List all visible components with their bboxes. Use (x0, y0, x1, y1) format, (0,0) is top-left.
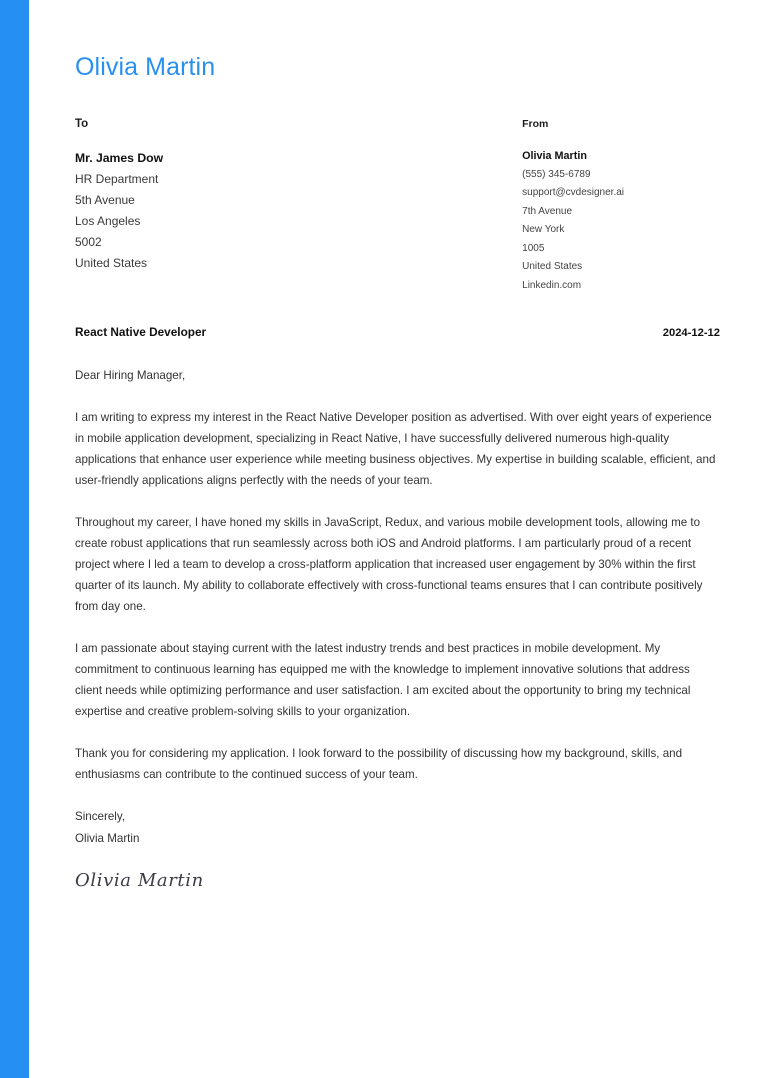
sender-line: United States (522, 261, 583, 272)
body-paragraph: I am writing to express my interest in the React Native Developer position as advertised. With over eight years of experience in mobile application development, specializing in React Native, I have successfully delivered numerous high-quality applications that enhance user experience while meeting business objectives. My expertise in building scalable, efficient, and user-friendly applications aligns perfectly with the needs of your team. (75, 411, 716, 487)
recipient-name: Mr. James Dow (75, 151, 164, 165)
address-block (29, 116, 768, 295)
letter-header (29, 0, 768, 82)
job-title: React Native Developer (75, 325, 207, 339)
subject-row (29, 325, 768, 339)
page-title: Olivia Martin (75, 53, 216, 81)
sender-name: Olivia Martin (522, 150, 587, 162)
signature: Olivia Martin (75, 870, 204, 891)
body-paragraph: Thank you for considering my application. I look forward to the possibility of discussing how my background, skills, and enthusiasms can contribute to the continued success of your team. (75, 747, 683, 781)
closing-block (75, 806, 720, 849)
sender-line: 1005 (522, 242, 545, 254)
recipient-line: Los Angeles (75, 214, 141, 228)
recipient-column (75, 116, 522, 274)
sender-line: New York (522, 224, 565, 235)
sender-website: Linkedin.com (522, 279, 582, 291)
recipient-line: 5th Avenue (75, 193, 135, 207)
sender-line: 7th Avenue (522, 205, 573, 217)
body-paragraph: I am passionate about staying current with the latest industry trends and best practices in mobile development. My commitment to continuous learning has equipped me with the knowledge to implement innovative solutions that address client needs while optimizing performance and user satisfaction. I am excited about the opportunity to bring my technical expertise and creative problem-solving skills to your organization. (75, 642, 691, 718)
closing-salutation: Sincerely, (75, 810, 126, 823)
closing-name: Olivia Martin (75, 831, 140, 845)
recipient-label: To (75, 118, 89, 130)
sender-column (522, 116, 720, 295)
salutation: Dear Hiring Manager, (75, 369, 186, 382)
sender-phone: (555) 345-6789 (522, 168, 591, 180)
cover-letter-page (29, 0, 768, 1078)
letter-body (29, 365, 768, 893)
sender-label: From (522, 118, 549, 130)
recipient-line: United States (75, 256, 148, 270)
letter-date: 2024-12-12 (662, 327, 720, 339)
accent-stripe (0, 0, 29, 1078)
recipient-line: HR Department (75, 172, 159, 186)
body-paragraph: Throughout my career, I have honed my skills in JavaScript, Redux, and various mobile development tools, allowing me to create robust applications that run seamlessly across both iOS and Android platforms. I am particularly proud of a recent project where I led a team to develop a cross-platform application that increased user engagement by 30% within the first quarter of its launch. My ability to collaborate effectively with cross-functional teams ensures that I can contribute positively from day one. (75, 516, 703, 613)
sender-email: support@cvdesigner.ai (522, 187, 625, 198)
recipient-line: 5002 (75, 235, 102, 249)
